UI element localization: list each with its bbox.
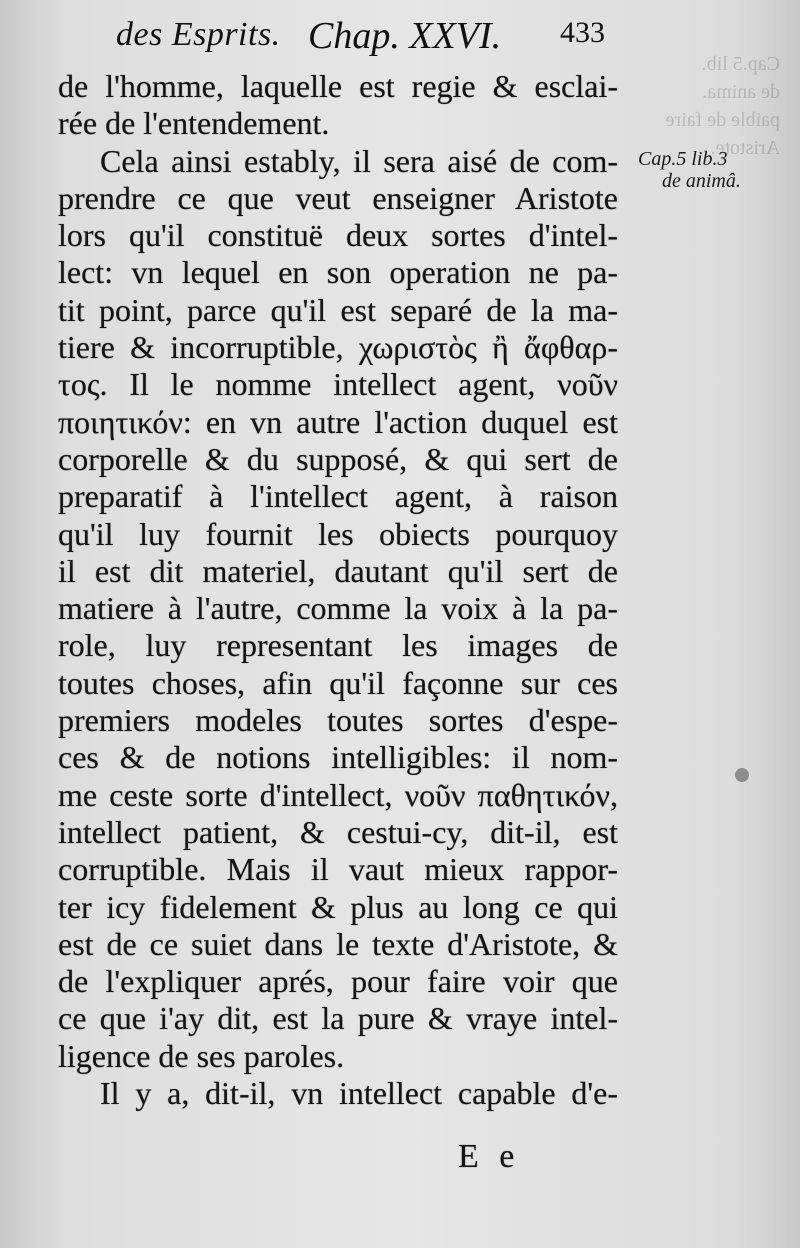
text-line: matiere à l'autre, comme la voix à la pa- bbox=[58, 590, 618, 627]
text-line: me ceste sorte d'intellect, νοῦν παθητικόν, bbox=[58, 776, 618, 813]
body-text bbox=[58, 68, 618, 1112]
text-line: Cela ainsi estably, il sera aisé de com- bbox=[100, 142, 618, 179]
ink-speck bbox=[735, 768, 749, 782]
text-line: tit point, parce qu'il est separé de la ma- bbox=[58, 291, 618, 328]
text-line: premiers modeles toutes sortes d'espe- bbox=[58, 702, 618, 739]
text-line: ligence de ses paroles. bbox=[58, 1037, 345, 1074]
text-line: corporelle & du supposé, & qui sert de bbox=[58, 440, 618, 477]
text-line: il est dit materiel, dautant qu'il sert de bbox=[58, 552, 618, 589]
text-line: role, luy representant les images de bbox=[58, 627, 618, 664]
text-line: de l'homme, laquelle est regie & esclai- bbox=[58, 68, 618, 104]
catchword: E e bbox=[458, 1138, 521, 1175]
text-line: tiere & incorruptible, χωριστὸς ἢ ἄφθαρ- bbox=[58, 329, 618, 366]
text-line: qu'il luy fournit les obiects pourquoy bbox=[58, 515, 618, 552]
text-line: est de ce suiet dans le texte d'Aristote, & bbox=[58, 925, 618, 962]
page-header bbox=[116, 8, 636, 58]
chapter-heading: Chap. XXVI. bbox=[308, 15, 502, 57]
text-line: lors qu'il constituë deux sortes d'intel- bbox=[58, 217, 618, 254]
text-line: corruptible. Mais il vaut mieux rappor- bbox=[58, 851, 618, 888]
margin-note-line-1: Cap.5 lib.3 bbox=[638, 148, 728, 170]
running-title: des Esprits. bbox=[116, 16, 281, 53]
margin-note bbox=[638, 148, 798, 192]
page-number: 433 bbox=[560, 16, 605, 49]
text-line: τος. Il le nomme intellect agent, νοῦν bbox=[58, 366, 618, 403]
text-line: rée de l'entendement. bbox=[58, 105, 330, 142]
text-line: Il y a, dit-il, vn intellect capable d'e- bbox=[100, 1075, 618, 1112]
text-line: toutes choses, afin qu'il façonne sur ces bbox=[58, 664, 618, 701]
text-line: ce que i'ay dit, est la pure & vraye intel- bbox=[58, 1000, 618, 1037]
show-through-text: Cap.5 lib. de anima. paible de faire Aristote. bbox=[665, 53, 780, 159]
text-line: prendre ce que veut enseigner Aristote bbox=[58, 179, 618, 216]
text-line: intellect patient, & cestui-cy, dit-il, est bbox=[58, 813, 618, 850]
text-line: preparatif à l'intellect agent, à raison bbox=[58, 478, 618, 515]
text-line: ποιητικόν: en vn autre l'action duquel est bbox=[58, 403, 618, 440]
text-line: de l'expliquer aprés, pour faire voir que bbox=[58, 963, 618, 1000]
margin-note-line-2: de animâ. bbox=[662, 170, 741, 192]
text-line: ter icy fidelement & plus au long ce qui bbox=[58, 888, 618, 925]
text-line: ces & de notions intelligibles: il nom- bbox=[58, 739, 618, 776]
text-line: lect: vn lequel en son operation ne pa- bbox=[58, 254, 618, 291]
